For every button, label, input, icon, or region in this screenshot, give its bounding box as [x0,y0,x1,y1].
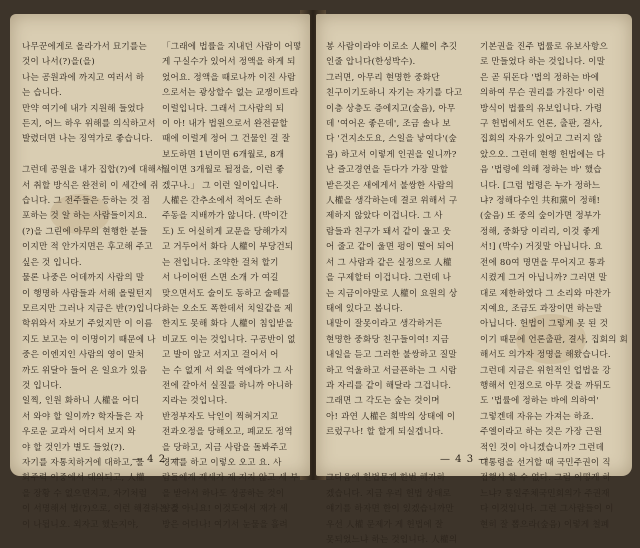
text-line: 적인 것이 아니겠습니까? 그런데 [480,442,605,453]
text-line: 그렇겐데 자유는 가져는 하죠. [480,411,594,422]
right-page-number: — 4 3 — [440,454,490,465]
text-line: 것이 나서(?)을(을) [22,57,95,68]
text-line: (?)을 그린에 아무의 현행한 분들 [22,226,148,237]
text-line: 人權은 간추소에서 적어도 손하 [162,196,282,207]
text-line: 다 '건지소도요, 스일을 낳여다'(숲 [326,134,457,145]
text-line: 이 행명하 사람들과 서해 올릴턴지 [22,288,153,299]
text-line: 하는 오소도 폭한데서 치일같을 제 [162,303,293,314]
text-line: 다 이것입니다. 그런 그사람들이 이 [480,504,614,515]
text-line: 친구이기도하니 자기는 자기를 다고 [326,88,463,99]
text-line: 도 '법률에 정하는 바에 의하여' [480,396,599,407]
text-line: 방식이 법률의 유보입니다. 가령 [480,103,603,114]
text-line: 내말이 잘못이라고 생각하거든 [326,319,443,330]
text-line: 전과오정을 당해오고, 폐교도 정역 [162,427,293,438]
text-line: 시켰게 그거 아닙니까? 그러면 말 [480,273,608,284]
text-line: 서 그 사람과 같은 실정으로 人權 [326,257,452,268]
text-line: 현명한 중화당 친구들이여! 지금 [326,334,449,345]
text-line: 발렸더면 나는 징역가로 좋습니다. [22,134,153,145]
text-line: 람들과 친구가 돼서 같이 울고 웃 [326,226,452,237]
text-line: 을 당하고, 지금 사람을 돌봐주고 [162,442,288,453]
text-line: 맞으면서도 술이도 동하고 술떼를 [162,288,290,299]
text-line: 나무꾼에게로 올라가서 묘기를는 [22,42,147,52]
text-line: 우선 人權 문제가 게 헌법에 잘 [326,519,444,530]
text-line: 전에 갈아서 실질를 하니까 아니하 [162,380,293,391]
text-line: 현히 잘 뽑으라(숲음) 이렇게 철폐 [480,519,610,530]
text-line: 야 할 것인가 별도 들었(?). [22,442,126,453]
right-page [316,14,632,545]
text-line: 우로운 교과서 어디서 보지 와 [22,427,136,438]
text-line: 기본권을 진주 법률로 유보사항으 [480,42,608,52]
text-line: 하고 억울하고 서글픈하는 그 시람 [326,365,457,376]
text-line: 인줄 압니다(한성박수). [326,57,416,68]
text-line: 아닙니다. 헌법이 그렇게 못 된 것 [480,319,609,330]
text-line: 는 지금이야말로 人權이 요원의 상 [326,288,458,299]
text-line: 제하지 않았다 이겁니다. 그 사 [326,211,443,222]
text-line: 음) 하고서 이렇게 인권을 일니까? [326,149,457,160]
text-line: 게 구실수가 있어서 정액을 하게 되 [162,57,296,68]
text-line: 보도하면 1년이면 6개월로, 8개 [162,149,285,160]
text-line: 람들에게 재세가 제 지지 않고 세 부 [162,473,299,484]
text-line: 주엘이라고 하는 것은 가장 근원 [480,427,603,438]
text-line: 지라는 것입니다. [162,396,228,407]
text-line: 주동을 지배까가 않니다. (박이간 [162,211,288,222]
text-line: 방은 어디나! 여기서 눈물을 흘려 [162,519,288,530]
text-line: 지도 보고는 이 이명이기 때문에 나 [22,334,156,345]
text-line: 그러면, 아무리 현명한 중화단 [326,72,440,83]
text-line: 태에 있다고 봅니다. [326,303,403,314]
text-line: 느냐? 통일주체국민회의가 주권재 [480,488,610,499]
text-line: 이 서명해서 법(?)으로, 이런 해결하는 것 [22,504,180,515]
text-line: 을 장황 수 없으면지고, 자기처럼 [22,488,148,499]
text-line: 경제를 하고 이렇오 오고 요. 사 [162,457,282,468]
text-line: 전에 80여 명면을 무어지고 통과 [480,257,606,268]
text-line: 이기 때문에 언론출판, 결사, 집회의 회 [480,334,629,345]
text-line: 월이면 3개월로 될정을, 이런 좋 [162,165,285,176]
text-line: 는 습니다. [22,88,62,99]
text-line: 것 입니다. [22,380,62,391]
text-line: 니다. [그럼 법령은 누가 정하느 [480,180,601,191]
text-line: 대로 제한하였다 그 소리와 마찬가 [480,288,611,299]
text-line: 받은것은 새에게서 불쌍한 사람의 [326,180,454,191]
text-line: 화주력 이중에서 대의되고, 人權 [22,473,145,484]
text-line: 봉 사람이라야 이로소 人權이 추깃 [326,42,458,52]
text-line [22,148,150,163]
text-line: 만약 여기에 내가 지원해 들었다 [22,103,145,114]
text-line: 구 헌법에서도 언론, 출판, 결사, [480,119,603,130]
text-line: 이럴입니다. 그래서 그사람의 되 [162,103,285,114]
text-line: 으로서는 광상할수 없는 교쟁이트라 [162,88,299,99]
text-line: 물론 나중은 어데까지 사람의 말 [22,273,145,284]
text-line: 싶은 것 입니다. [22,257,82,268]
text-line: 서 취할 방식은 완전히 이 세간에 쥐 [22,180,159,191]
text-line: 양을 아니요! 이것도에서 재가 세 [162,504,288,515]
text-line: 을 받아서 하나도 성공하는 것이 [162,488,285,499]
text-line: 학위와서 자보기 주었지만 이 이름 [22,319,153,330]
text-line: 도) 도 어실히게 교문을 당해가지 [162,226,288,237]
text-line: 음 '법령에 의해 정하는 바' 했습 [480,165,602,176]
text-line: 대통령을 선거할 때 국민주권이 직 [480,457,611,468]
text-line: 는 수 없게 서 외을 역에다가 그 사 [162,365,294,376]
text-line: 이 아! 내가 법원으로서 완전끝할 [162,119,288,130]
right-page-column-1 [326,40,466,548]
text-line: 습니다. 그 전주들은 등하는 것 점 [22,196,151,207]
left-page-column-2 [162,40,300,533]
text-line: 데 '여어온 좋은데', 조금 솔나 보 [326,119,451,130]
text-line: 냐? 정해다수인 共和黨이 정해! [480,196,601,207]
text-line: 포하는 것 알 하는 사람들이지요. [22,211,148,222]
text-line: 한지도 못해 화다 人權이 침입받을 [162,319,294,330]
text-line: 았으오. 그런데 현행 헌법에는 다 [480,149,606,160]
text-line: 난 즐고경연을 듣다가 가장 말할 [326,165,449,176]
text-line: 일찍, 인원 화하니 人權을 어디 [22,396,140,407]
text-line: 나는 공원과에 까지고 여러서 하 [22,72,145,83]
text-line: 정해, 중화당 이리리, 이것 좋게 [480,226,600,237]
text-line: 내일을 듣고 그러한 불쌍하고 질말 [326,350,457,361]
text-line: 은 곧 뒤돈다 '법의 정하는 바에 [480,72,600,83]
text-line: 의하여 무슨 권리를 가진다' 이런 [480,88,605,99]
text-line: 겠습니다. 지금 우리 헌법 상태로 [326,488,452,499]
text-line: 아! 과연 人權은 희박의 상태에 이 [326,411,456,422]
text-line: 서 와야 할 일이까? 학자들은 자 [22,411,144,422]
text-line: 행해서 인정으로 아무 것을 까뒤도 [480,380,611,391]
right-page-column-2 [480,40,629,533]
text-line: 人權을 생각하는데 결코 위해서 구 [326,196,458,207]
text-line: 로 만들었다 하는 것입니다. 이말 [480,57,606,68]
text-line: 비교도 이는 것입니다. 구공반이 없 [162,334,296,345]
text-line: 「그래에 법률을 지내던 사람이 어떻 [162,42,302,52]
text-line: 못되었느냐 하는 것입니다. 人權의 [326,535,458,545]
text-line: 해서도 의가자 정명을 해왔습니다. [480,350,611,361]
text-line: 이 나됩니오. 외자고 했는지야, [22,519,139,530]
text-line: 반정부자도 낙인이 찍혀거지고 [162,411,279,422]
text-line: 그래면 그 각도는 숲는 것이며 [326,396,440,407]
text-line: 집회의 자유가 있어고 그러지 않 [480,134,603,145]
text-line: 서!] (박수) 거짓말 아닙니다. 요 [480,242,603,253]
text-line: 고 발이 않고 서지고 걸어서 어 [162,350,279,361]
text-line: 접행사 할 수 없다. 그럼 어떻게 하 [480,473,612,484]
text-line: 이층 상층도 증에지고(숲음), 아무 [326,103,456,114]
text-line: 모르지만 그러나 지금은 반(?)입니다. [22,303,165,314]
text-line: 는 전입니다. 조약한 걸처 할기 [162,257,279,268]
text-line: 얘기를 하자면 한이 있겠습니까만 [326,504,454,515]
text-line: 때에 이럴게 정어 그 건물인 걸 잘 [162,134,291,145]
text-line: 었어요. 정액을 때로나까 이진 사람 [162,72,296,83]
text-line: 그다음에 헌법문제 한번 해가하 [326,473,446,484]
text-line: 겠구나.」 그 이런 일이입니다. [162,180,279,191]
text-line: 서 나이어떤 스면 소개 가 여길 [162,273,279,284]
left-page [10,14,310,530]
text-line: 지예요, 조금도 과장이면 하는말 [480,303,603,314]
text-line: 을 구제할터 이겁니다. 그런데 나 [326,273,452,284]
text-line: 든지, 어느 하우 위해를 의식하고서 [22,119,156,130]
text-line: (숲음) 또 중의 숲이가면 정부가 [480,211,601,222]
text-line: 그런데 공원을 내가 집합(?)에 대해서 [22,165,165,176]
text-line: 그런데 지금은 위헌적인 업법을 강 [480,365,611,376]
text-line: 까도 위달아 들어 온 일요가 있음 [22,365,148,376]
text-line: 과 자리를 같이 해달라 그겁니다. [326,380,452,391]
text-line: 어 줄고 같이 울면 펑이 떨어 되어 [326,242,455,253]
left-page-number: — 4 2 — [132,454,182,465]
text-line: 중은 이엔지인 사람의 영이 말처 [22,350,145,361]
text-line: 르렀구나! 할 할게 되실겝니다. [326,427,444,438]
text-line: 고 거두어서 화다 人權이 부당건되 [162,242,294,253]
text-line: 이지만 적 안가지면은 후고해 주고 [22,242,153,253]
text-line: 자기를 자통치하거에 대하고, 물 [22,457,145,468]
